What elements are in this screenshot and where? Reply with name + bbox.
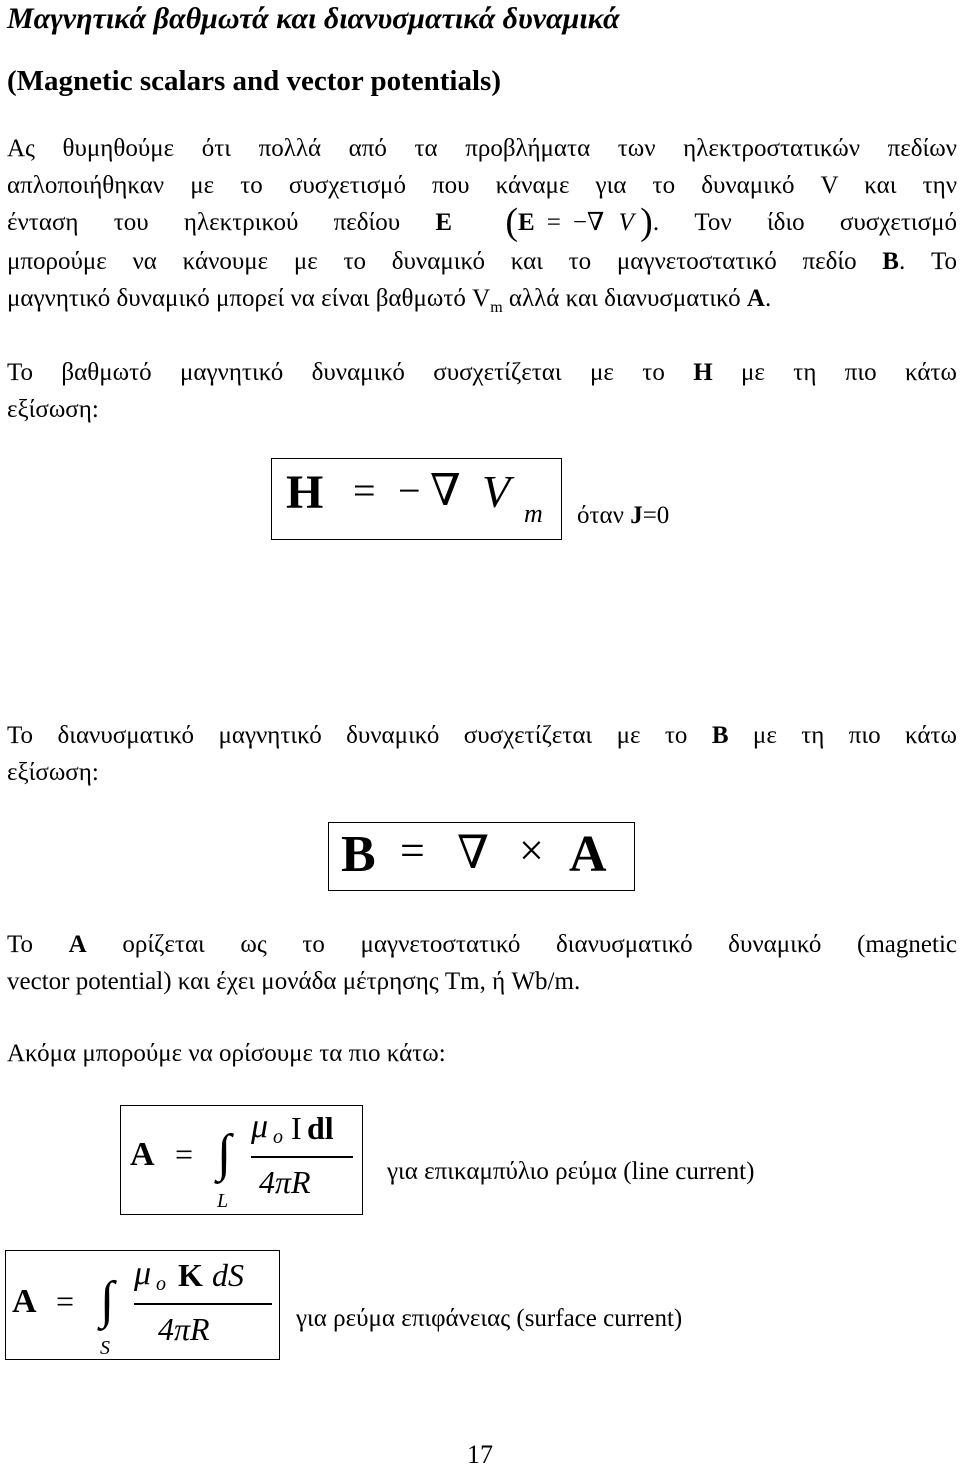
vector-potential-equation-box: B = ∇ × A bbox=[328, 822, 635, 891]
intro-line-1: Ας θυμηθούμε ότι πολλά από τα προβλήματα των ηλεκτροστατικών πεδίων bbox=[7, 135, 957, 162]
line-current-label: για επικαμπύλιο ρεύμα (line current) bbox=[387, 1158, 755, 1185]
intro-line-3: ένταση του ηλεκτρικού πεδίου E (E = −∇ V ). Τον ίδιο συσχετισμό bbox=[7, 201, 958, 243]
integral-symbol: ∫ bbox=[217, 1125, 232, 1182]
more-definitions-line: Ακόμα μπορούμε να ορίσουμε τα πιο κάτω: bbox=[7, 1040, 446, 1067]
vector-potential-paragraph bbox=[7, 718, 957, 791]
scalar-potential-equation-box: H = − ∇ V m bbox=[271, 458, 562, 540]
scalar-line-1: Το βαθμωτό μαγνητικό δυναμικό συσχετίζεται με το H με τη πιο κάτω bbox=[7, 359, 957, 386]
nabla-symbol: ∇ bbox=[457, 827, 490, 878]
definition-line-2: vector potential) και έχει μονάδα μέτρησης Tm, ή Wb/m. bbox=[7, 967, 581, 995]
page-number: 17 bbox=[467, 1440, 493, 1469]
page-title: Μαγνητικά βαθμωτά και διανυσματικά δυναμικά bbox=[7, 2, 620, 35]
integral-symbol: ∫ bbox=[100, 1272, 115, 1329]
fraction-line bbox=[134, 1303, 272, 1305]
scalar-potential-paragraph bbox=[7, 355, 957, 428]
field-relation-equation: (E = −∇ V ) bbox=[505, 201, 653, 243]
line-current-equation-box: A = ∫ L μ o I dl 4πR bbox=[120, 1105, 363, 1215]
definition-paragraph bbox=[7, 927, 957, 1000]
vector-line-1: Το διανυσματικό μαγνητικό δυναμικό συσχετίζεται με το B με τη πιο κάτω bbox=[7, 722, 957, 749]
intro-line-4: μπορούμε να κάνουμε με το δυναμικό και το μαγνετοστατικό πεδίο B. Το bbox=[7, 248, 957, 275]
nabla-symbol: ∇ bbox=[430, 466, 461, 515]
intro-line-2: απλοποιήθηκαν με το συσχετισμό που κάναμε για το δυναμικό V και την bbox=[7, 171, 957, 199]
vector-line-2: εξίσωση: bbox=[7, 758, 99, 786]
surface-current-equation-box: A = ∫ S μ o K dS 4πR bbox=[5, 1250, 280, 1360]
page-subtitle: (Magnetic scalars and vector potentials) bbox=[7, 65, 501, 97]
intro-paragraph bbox=[7, 131, 957, 326]
scalar-condition: όταν J=0 bbox=[577, 502, 670, 529]
intro-line-5: μαγνητικό δυναμικό μπορεί να είναι βαθμωτό $V_m$ αλλά και διανυσματικό A. bbox=[7, 284, 772, 316]
definition-line-1: Το A ορίζεται ως το μαγνετοστατικό διανυσματικό δυναμικό (magnetic bbox=[7, 931, 957, 958]
fraction-line bbox=[251, 1156, 353, 1158]
surface-current-label: για ρεύμα επιφάνειας (surface current) bbox=[296, 1305, 683, 1332]
nabla-symbol: ∇ bbox=[586, 209, 605, 236]
cross-product-symbol: × bbox=[519, 826, 544, 875]
scalar-line-2: εξίσωση: bbox=[7, 395, 99, 423]
